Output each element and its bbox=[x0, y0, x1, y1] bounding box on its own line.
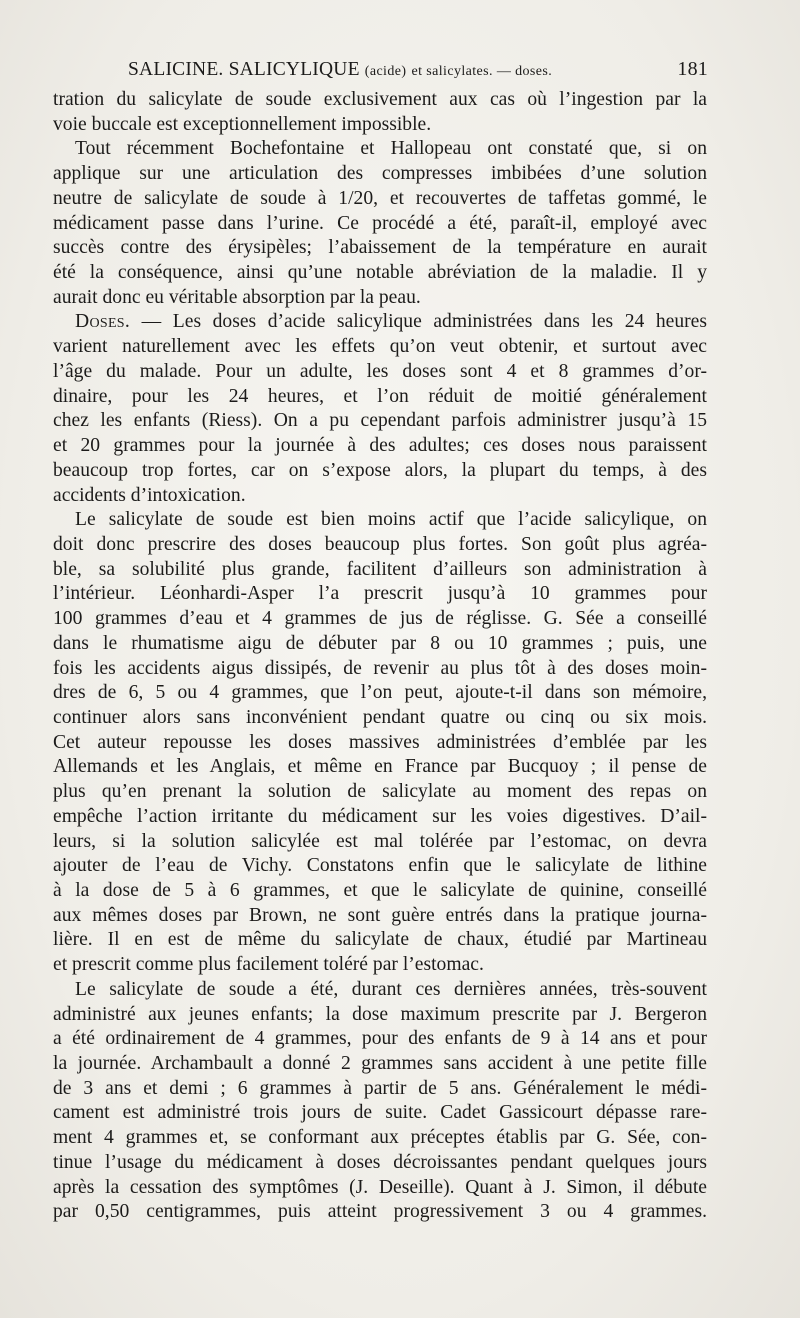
text-line-rest: — Les doses d’acide salicylique administrées dans les 24 heures bbox=[130, 311, 707, 333]
text-line: aurait donc eu véritable absorption par la peau. bbox=[53, 286, 421, 308]
running-head-title-main: SALICINE. SALICYLIQUE bbox=[128, 59, 360, 80]
paragraph-enfants bbox=[53, 978, 707, 1225]
text-line: lière. Il en est de même du salicylate de chaux, étudié par Martineau bbox=[53, 929, 707, 951]
text-line: et prescrit comme plus facilement toléré par l’estomac. bbox=[53, 954, 484, 976]
text-line: médicament passe dans l’urine. Ce procédé a été, paraît-il, employé avec bbox=[53, 212, 707, 234]
running-head-title bbox=[56, 59, 552, 81]
text-line: fois les accidents aigus dissipés, de revenir au plus tôt à des doses moin- bbox=[53, 657, 707, 679]
text-line: 100 grammes d’eau et 4 grammes de jus de réglisse. G. Sée a conseillé bbox=[53, 608, 707, 630]
text-line: succès contre des érysipèles; l’abaissement de la température en aurait bbox=[53, 237, 707, 259]
text-line: plus qu’en prenant la solution de salicylate au moment des repas on bbox=[53, 781, 707, 803]
text-line: ment 4 grammes et, se conformant aux préceptes établis par G. Sée, con- bbox=[53, 1127, 707, 1149]
text-line: chez les enfants (Riess). On a pu cependant parfois administrer jusqu’à 15 bbox=[53, 410, 707, 432]
section-lead-doses: Doses. bbox=[75, 311, 131, 333]
text-line: de 3 ans et demi ; 6 grammes à partir de 5 ans. Généralement le médi- bbox=[53, 1077, 707, 1099]
text-line: après la cessation des symptômes (J. Deseille). Quant à J. Simon, il débute bbox=[53, 1176, 707, 1198]
paragraph-bochefontaine bbox=[53, 137, 707, 310]
text-line: Le salicylate de soude est bien moins actif que l’acide salicylique, on bbox=[75, 509, 707, 531]
text-line: l’intérieur. Léonhardi-Asper l’a prescrit jusqu’à 10 grammes pour bbox=[53, 583, 707, 605]
text-line: doit donc prescrire des doses beaucoup plus fortes. Son goût plus agréa- bbox=[53, 533, 707, 555]
running-head-title-rest: et salicylates. — doses. bbox=[411, 64, 553, 79]
text-line: Tout récemment Bochefontaine et Hallopeau ont constaté que, si on bbox=[75, 138, 707, 160]
text-line: Allemands et les Anglais, et même en France par Bucquoy ; il pense de bbox=[53, 756, 707, 778]
text-line: ble, sa solubilité plus grande, facilitent d’ailleurs son administration à bbox=[53, 558, 707, 580]
text-line: dinaire, pour les 24 heures, et l’on réduit de moitié généralement bbox=[53, 385, 707, 407]
text-line: ajouter de l’eau de Vichy. Constatons enfin que le salicylate de lithine bbox=[53, 855, 707, 877]
text-line: beaucoup trop fortes, car on s’expose alors, la plupart du temps, à des bbox=[53, 459, 707, 481]
paragraph-doses bbox=[53, 310, 707, 508]
text-line: Le salicylate de soude a été, durant ces dernières années, très-souvent bbox=[75, 978, 707, 1000]
text-line: la journée. Archambault a donné 2 grammes sans accident à une petite fille bbox=[53, 1053, 707, 1075]
text-line: leurs, si la solution salicylée est mal tolérée par l’estomac, on devra bbox=[53, 830, 707, 852]
paragraph-salicylate-soude bbox=[53, 508, 707, 978]
text-line: accidents d’intoxication. bbox=[53, 484, 246, 506]
text-line bbox=[53, 310, 707, 335]
text-line: dans le rhumatisme aigu de débuter par 8 ou 10 grammes ; puis, une bbox=[53, 632, 707, 654]
text-line: administré aux jeunes enfants; la dose maximum prescrite par J. Bergeron bbox=[53, 1003, 707, 1025]
text-line: applique sur une articulation des compresses imbibées d’une solution bbox=[53, 163, 707, 185]
text-line: aux mêmes doses par Brown, ne sont guère entrés dans la pratique journa- bbox=[53, 904, 707, 926]
text-line: a été ordinairement de 4 grammes, pour des enfants de 9 à 14 ans et pour bbox=[53, 1028, 707, 1050]
text-line: et 20 grammes pour la journée à des adultes; ces doses nous paraissent bbox=[53, 435, 707, 457]
running-head bbox=[56, 58, 708, 84]
text-line: tinue l’usage du médicament à doses décroissantes pendant quelques jours bbox=[53, 1151, 707, 1173]
running-head-title-paren: (acide) bbox=[364, 64, 407, 79]
text-line: dres de 6, 5 ou 4 grammes, que l’on peut, ajoute-t-il dans son mémoire, bbox=[53, 682, 707, 704]
text-line: empêche l’action irritante du médicament sur les voies digestives. D’ail- bbox=[53, 805, 707, 827]
text-line: neutre de salicylate de soude à 1/20, et recouvertes de taffetas gommé, le bbox=[53, 187, 707, 209]
text-line: à la dose de 5 à 6 grammes, et que le salicylate de quinine, conseillé bbox=[53, 880, 707, 901]
text-line: par 0,50 centigrammes, puis atteint progressivement 3 ou 4 grammes. bbox=[53, 1201, 707, 1223]
page-number: 181 bbox=[677, 58, 708, 80]
text-line: été la conséquence, ainsi qu’une notable abréviation de la maladie. Il y bbox=[53, 262, 707, 284]
text-line: continuer alors sans inconvénient pendant quatre ou cinq ou six mois. bbox=[53, 706, 707, 728]
text-line: Cet auteur repousse les doses massives administrées d’emblée par les bbox=[53, 731, 707, 753]
paragraph-continuation bbox=[53, 88, 707, 137]
text-line: l’âge du malade. Pour un adulte, les doses sont 4 et 8 grammes d’or- bbox=[53, 360, 707, 382]
text-line: cament est administré trois jours de suite. Cadet Gassicourt dépasse rare- bbox=[53, 1102, 707, 1124]
text-line: tration du salicylate de soude exclusivement aux cas où l’ingestion par la bbox=[53, 89, 707, 110]
text-line: voie buccale est exceptionnellement impossible. bbox=[53, 113, 432, 135]
body-text bbox=[53, 88, 707, 1225]
text-line: varient naturellement avec les effets qu’on veut obtenir, et surtout avec bbox=[53, 336, 707, 358]
